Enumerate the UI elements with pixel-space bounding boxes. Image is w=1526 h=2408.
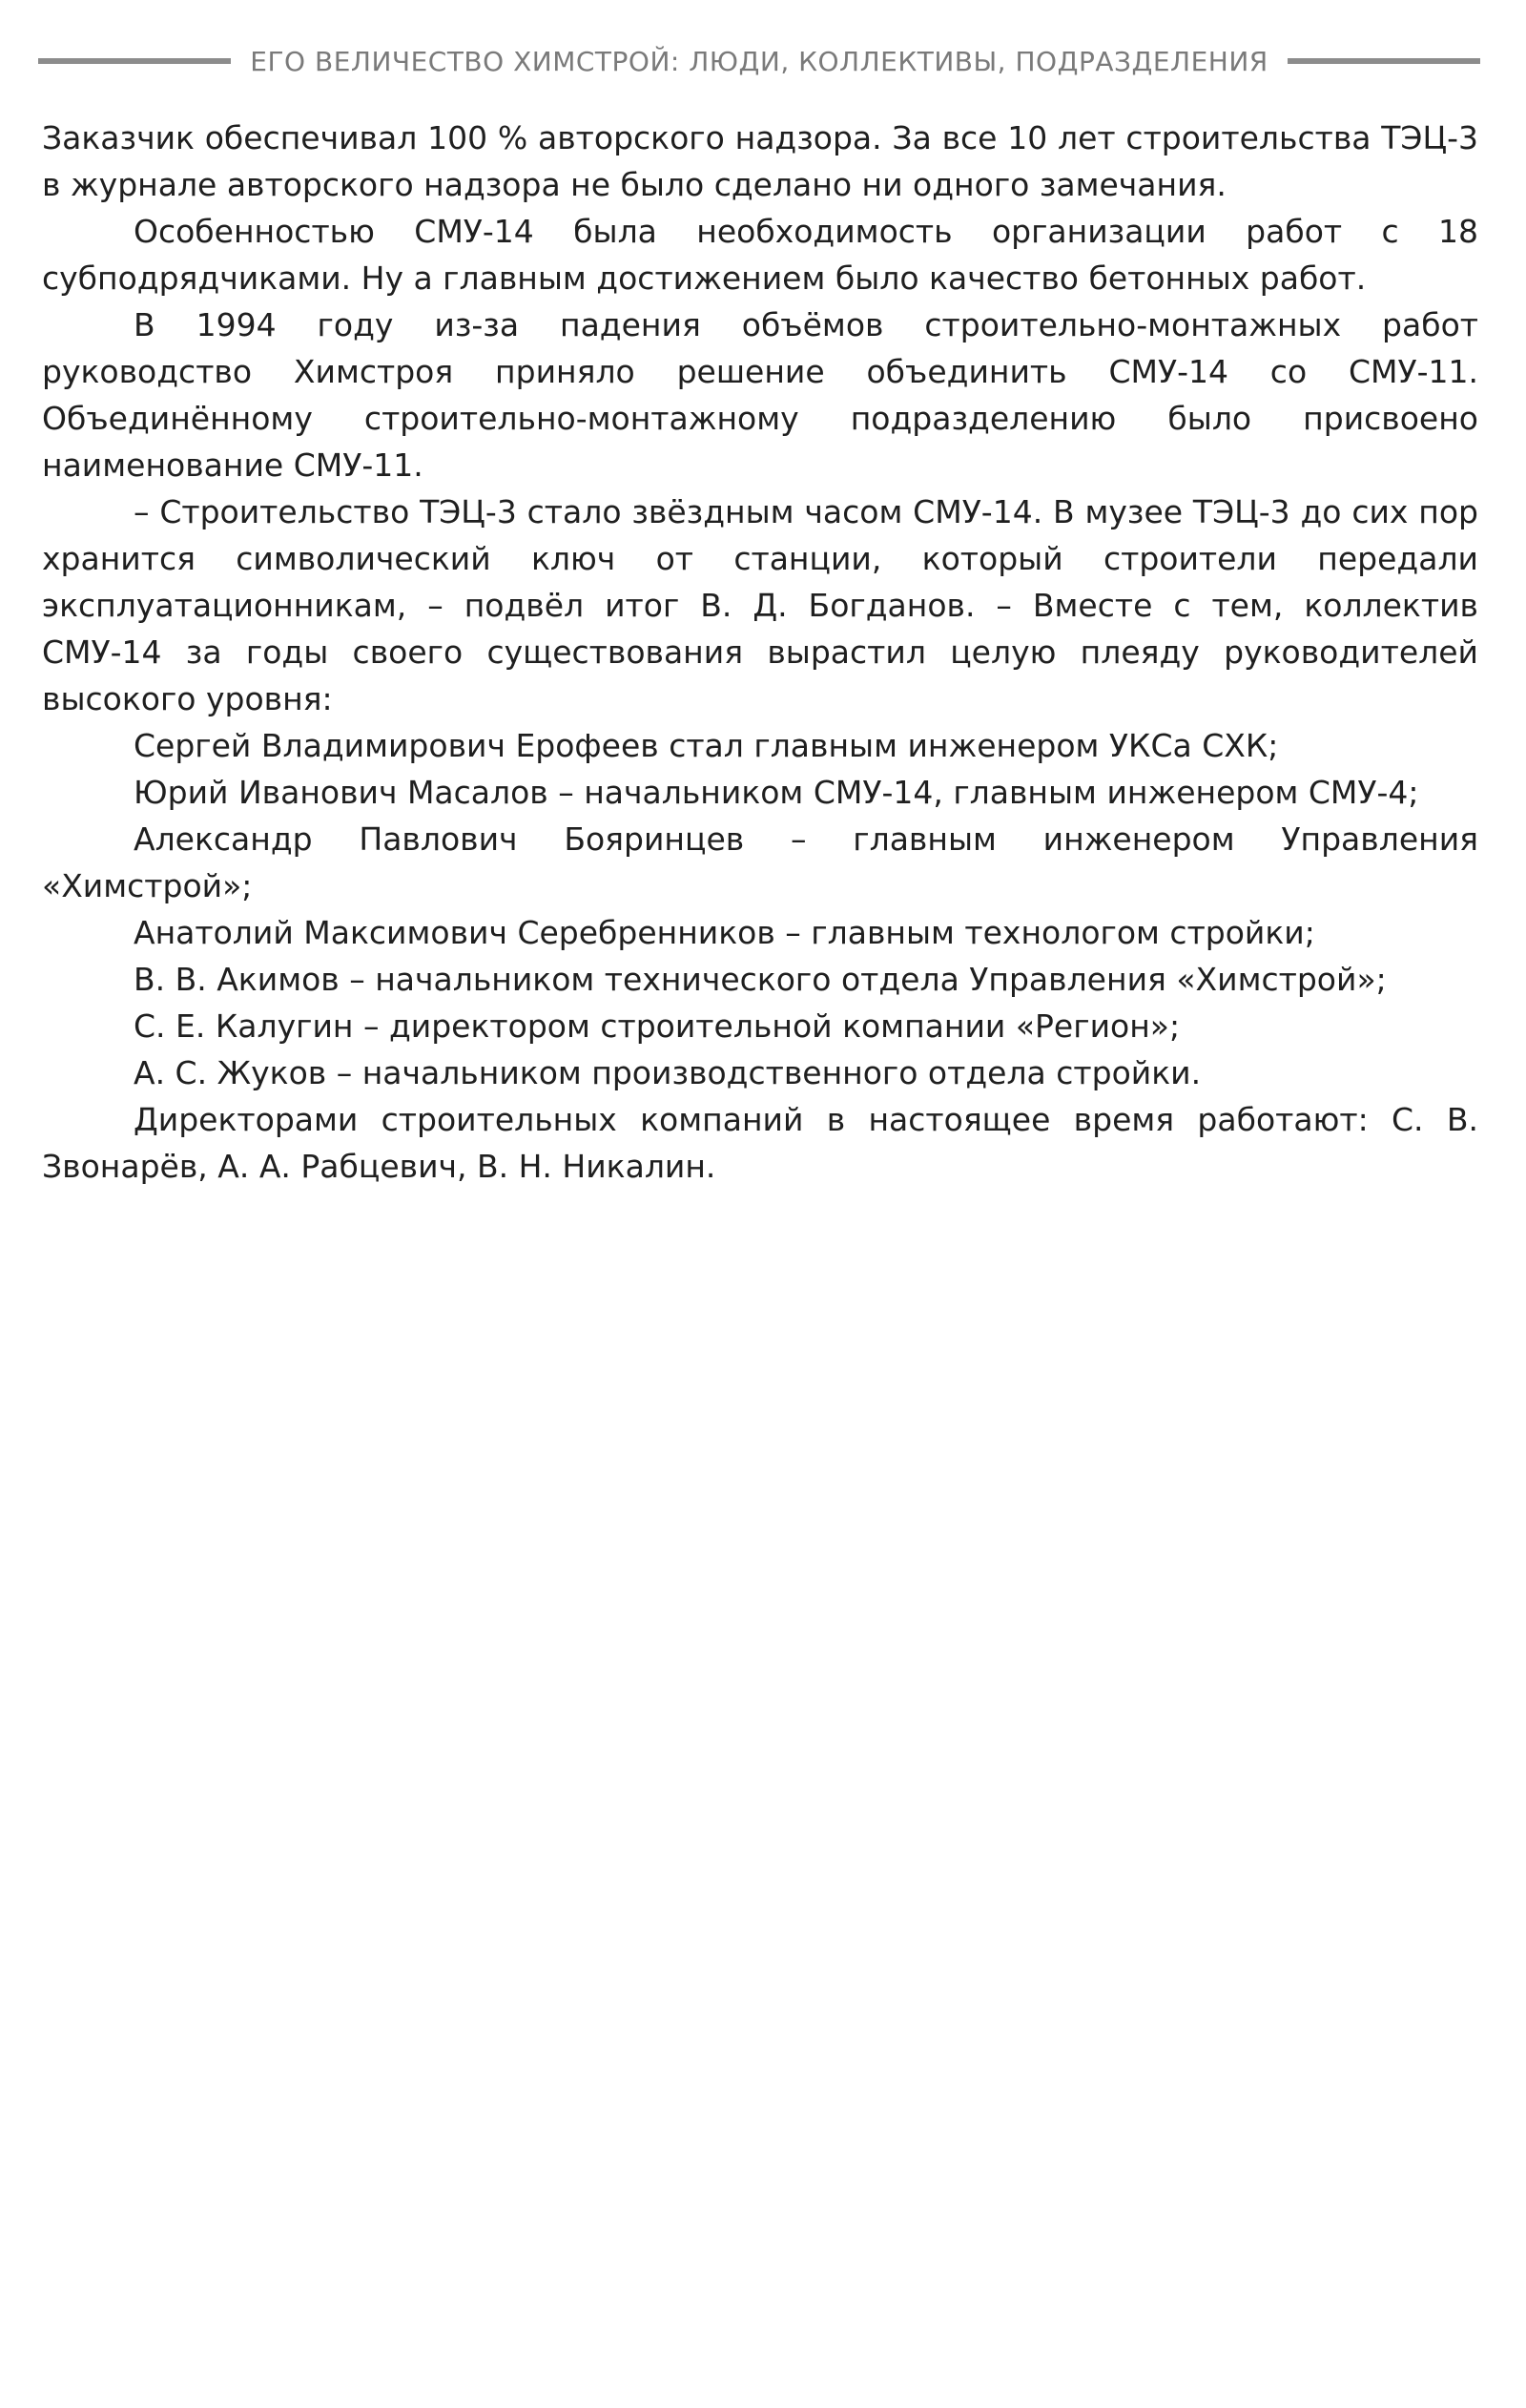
paragraph: Директорами строительных компаний в настоящее время работают: С. В. Звонарёв, А. А. Рабцевич, В. Н. Никалин. xyxy=(42,1101,1478,1185)
list-item: Юрий Иванович Масалов – начальником СМУ-14, главным инженером СМУ-4; xyxy=(134,774,1419,811)
paragraph: – Строительство ТЭЦ-3 стало звёздным часом СМУ-14. В музее ТЭЦ-3 до сих пор хранится символический ключ от станции, который строители передали эксплуатационникам, – подвёл итог В. Д. Богданов. – Вместе с тем, коллектив СМУ-14 за годы своего существования вырастил целую плеяду руководителей высокого уровня: xyxy=(42,493,1478,717)
list-item: Александр Павлович Бояринцев – главным инженером Управления «Химстрой»; xyxy=(42,820,1478,904)
list-item: Анатолий Максимович Серебренников – главным технологом стройки; xyxy=(134,914,1315,951)
running-header-title: ЕГО ВЕЛИЧЕСТВО ХИМСТРОЙ: ЛЮДИ, КОЛЛЕКТИВЫ, ПОДРАЗДЕЛЕНИЯ xyxy=(250,45,1268,77)
list-item: А. С. Жуков – начальником производственного отдела стройки. xyxy=(134,1054,1202,1091)
paragraph: Заказчик обеспечивал 100 % авторского надзора. За все 10 лет строительства ТЭЦ-3 в журнале авторского надзора не было сделано ни одного замечания. xyxy=(42,119,1478,203)
list-item: С. Е. Калугин – директором строительной компании «Регион»; xyxy=(134,1007,1181,1045)
running-header xyxy=(38,42,1480,80)
list-item: В. В. Акимов – начальником технического отдела Управления «Химстрой»; xyxy=(134,961,1387,998)
paragraph: В 1994 году из-за падения объёмов строительно-монтажных работ руководство Химстроя приняло решение объединить СМУ-14 со СМУ-11. Объединённому строительно-монтажному подразделению было присвоено наименование СМУ-11. xyxy=(42,306,1478,484)
header-rule-right xyxy=(1288,58,1480,64)
list-item: Сергей Владимирович Ерофеев стал главным инженером УКСа СХК; xyxy=(134,727,1279,764)
header-rule-left xyxy=(38,58,231,64)
page-body xyxy=(42,114,1478,1190)
paragraph: Особенностью СМУ-14 была необходимость организации работ с 18 субподрядчиками. Ну а главным достижением было качество бетонных работ. xyxy=(42,213,1478,297)
